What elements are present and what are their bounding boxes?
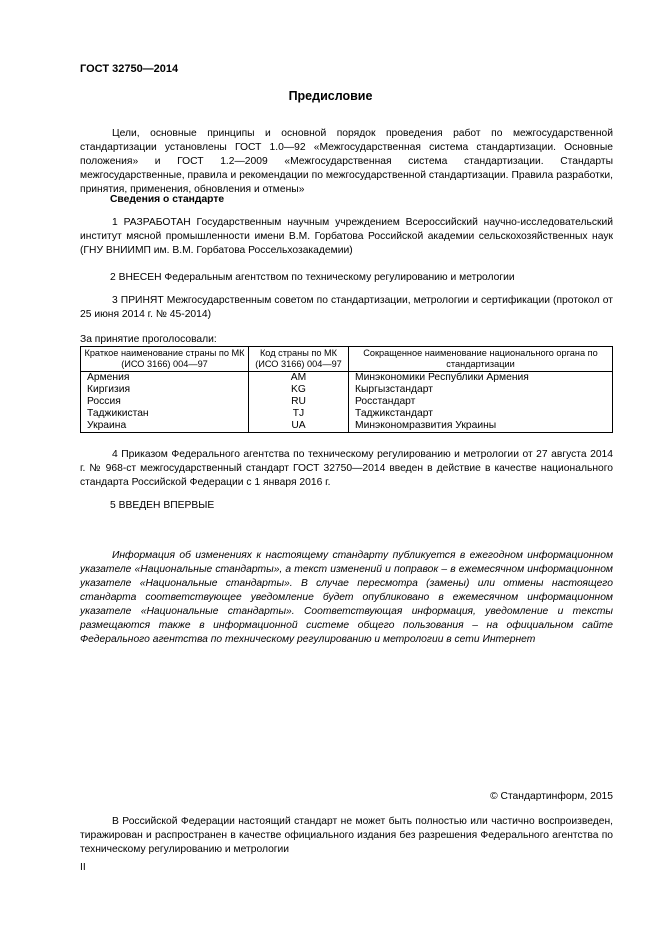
item-5: 5 ВВЕДЕН ВПЕРВЫЕ <box>110 500 215 511</box>
table-row <box>81 372 613 385</box>
info-paragraph <box>80 549 613 647</box>
code-cell: TJ <box>249 408 349 420</box>
item-3 <box>80 294 613 322</box>
item-4-text: 4 Приказом Федерального агентства по техническому регулированию и метрологии от 27 августа 2014 г. № 968-ст межгосударственный стандарт ГОСТ 32750—2014 введен в действие в качестве национального стандарта Российской Федерации с 1 января 2016 г. <box>80 449 613 488</box>
intro-paragraph <box>80 127 613 197</box>
country-cell: Киргизия <box>81 384 249 396</box>
info-text: Информация об изменениях к настоящему стандарту публикуется в ежегодном информационном указателе «Национальные стандарты», а текст изменений и поправок – в ежемесячном информационном указателе «Национальные стандарты». В случае пересмотра (замены) или отмены настоящего стандарта соответствующее уведомление будет опубликовано в ежемесячном информационном указателе «Национальные стандарты». Соответствующая информация, уведомление и тексты размещаются также в информационной системе общего пользования – на официальном сайте Федерального агентства по техническому регулированию и метрологии в сети Интернет <box>80 550 613 645</box>
section-subheading: Сведения о стандарте <box>110 194 225 205</box>
table-row <box>81 384 613 396</box>
item-1-text: 1 РАЗРАБОТАН Государственным научным учреждением Всероссийский научно-исследовательский институт мясной промышленности имени В.М. Горбатова Российской академии сельскохозяйственных наук (ГНУ ВНИИМП им. В.М. Горбатова Россельхозакадемии) <box>80 217 613 256</box>
column-header-code: Код страны по МК (ИСО 3166) 004—97 <box>249 347 349 372</box>
standard-designation: ГОСТ 32750—2014 <box>80 63 179 75</box>
country-cell: Россия <box>81 396 249 408</box>
voting-table <box>80 346 613 433</box>
country-cell: Украина <box>81 420 249 433</box>
body-cell: Росстандарт <box>349 396 613 408</box>
country-cell: Армения <box>81 372 249 385</box>
code-cell: KG <box>249 384 349 396</box>
item-1 <box>80 216 613 258</box>
body-cell: Минэкономразвития Украины <box>349 420 613 433</box>
notice-text: В Российской Федерации настоящий стандарт не может быть полностью или частично воспроизведен, тиражирован и распространен в качестве официального издания без разрешения Федерального агентства по техническому регулированию и метрологии <box>80 816 613 855</box>
code-cell: RU <box>249 396 349 408</box>
intro-text: Цели, основные принципы и основной порядок проведения работ по межгосударственной стандартизации установлены ГОСТ 1.0—92 «Межгосударственная система стандартизации. Основные положения» и ГОСТ 1.2—2009 «Межгосударственная система стандартизации. Стандарты межгосударственные, правила и рекомендации по межгосударственной стандартизации. Правила разработки, принятия, применения, обновления и отмены» <box>80 128 613 195</box>
table-row <box>81 408 613 420</box>
body-cell: Минэкономики Республики Армения <box>349 372 613 385</box>
table-row <box>81 396 613 408</box>
country-cell: Таджикистан <box>81 408 249 420</box>
body-cell: Кыргызстандарт <box>349 384 613 396</box>
item-2: 2 ВНЕСЕН Федеральным агентством по техническому регулированию и метрологии <box>110 272 515 283</box>
code-cell: AM <box>249 372 349 385</box>
table-header-row <box>81 347 613 372</box>
table-caption: За принятие проголосовали: <box>80 334 217 345</box>
table-row <box>81 420 613 433</box>
body-cell: Таджикстандарт <box>349 408 613 420</box>
page-number: II <box>80 862 86 873</box>
page-title: Предисловие <box>288 89 373 103</box>
item-3-text: 3 ПРИНЯТ Межгосударственным советом по стандартизации, метрологии и сертификации (протокол от 25 июня 2014 г. № 45-2014) <box>80 295 613 320</box>
reproduction-notice <box>80 815 613 857</box>
item-4 <box>80 448 613 490</box>
code-cell: UA <box>249 420 349 433</box>
column-header-country: Краткое наименование страны по МК (ИСО 3166) 004—97 <box>81 347 249 372</box>
copyright-line: © Стандартинформ, 2015 <box>490 791 613 802</box>
column-header-body: Сокращенное наименование национального органа по стандартизации <box>349 347 613 372</box>
